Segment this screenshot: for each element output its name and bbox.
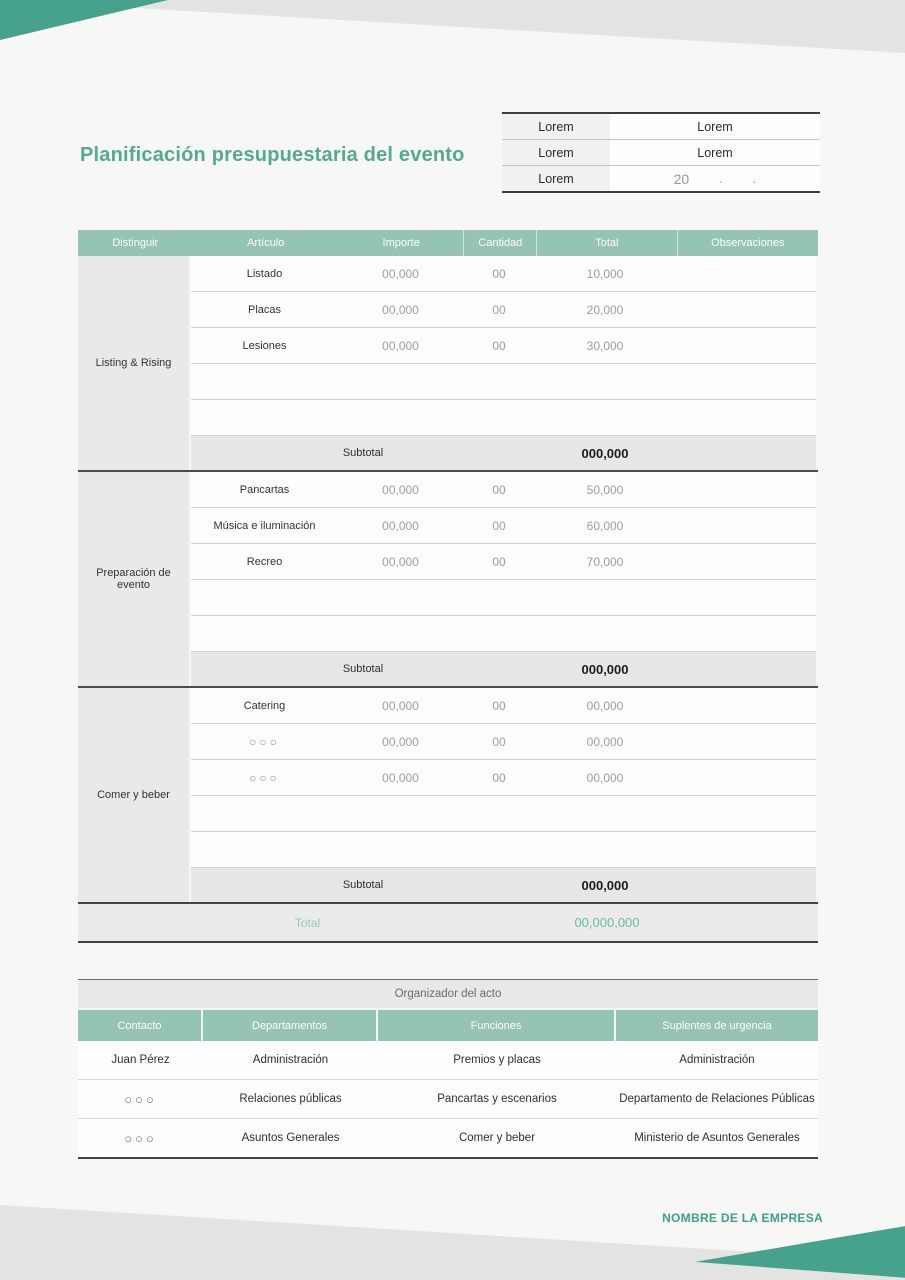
info-label: Lorem [502, 114, 610, 139]
cell-total: 00,000 [586, 734, 624, 749]
date-dot: . [752, 171, 757, 186]
cell-importe: 00,000 [382, 518, 419, 533]
cell-total [535, 796, 675, 831]
cell-departamentos: Asuntos Generales [241, 1132, 340, 1144]
cell-total: 20,000 [586, 302, 624, 317]
subtotal-value: 000,000 [581, 877, 629, 893]
table-row [191, 688, 816, 724]
cell-cantidad: 00 [492, 518, 506, 533]
cell-importe: 00,000 [382, 554, 419, 569]
group-rows [191, 472, 816, 686]
cell-total [535, 580, 675, 615]
table-row [191, 472, 816, 508]
cell-contacto: Juan Pérez [111, 1054, 170, 1066]
cell-cantidad [463, 832, 535, 867]
subtotal-value: 000,000 [581, 445, 629, 461]
table-row [191, 724, 816, 760]
cell-cantidad: 00 [492, 698, 506, 713]
header-suplentes: Suplentes de urgencia [662, 1019, 772, 1032]
cell-observaciones [675, 760, 816, 795]
table-row-empty [191, 616, 816, 652]
organizer-table-header [78, 1010, 818, 1041]
cell-articulo: Placas [247, 303, 282, 316]
cell-cantidad: 00 [492, 770, 506, 785]
cell-articulo: Catering [243, 699, 286, 712]
cell-observaciones [675, 292, 816, 327]
info-value: Lorem [610, 140, 820, 165]
cell-articulo-placeholder-circles: ○○○ [249, 734, 280, 749]
info-table [502, 112, 820, 193]
cell-articulo [191, 832, 338, 867]
header-cantidad: Cantidad [464, 230, 537, 256]
header-departamentos: Departamentos [203, 1010, 378, 1041]
cell-articulo [191, 580, 338, 615]
subtotal-row [191, 436, 816, 470]
date-dot: . [719, 171, 723, 186]
info-row [502, 140, 820, 166]
cell-observaciones [675, 544, 816, 579]
cell-cantidad [463, 616, 535, 651]
subtotal-value: 000,000 [581, 661, 629, 677]
cell-importe: 00,000 [382, 698, 419, 713]
cell-suplentes: Ministerio de Asuntos Generales [634, 1132, 800, 1144]
budget-table [78, 230, 818, 943]
cell-cantidad: 00 [492, 302, 506, 317]
cell-cantidad [463, 400, 535, 435]
info-row [502, 114, 820, 140]
cell-total: 60,000 [586, 518, 624, 533]
cell-articulo: Listado [246, 267, 283, 280]
cell-importe: 00,000 [382, 482, 419, 497]
cell-total: 30,000 [586, 338, 624, 353]
cell-cantidad: 00 [492, 554, 506, 569]
cell-cantidad: 00 [492, 338, 506, 353]
cell-cantidad: 00 [492, 266, 506, 281]
cell-observaciones [675, 580, 816, 615]
cell-observaciones [675, 724, 816, 759]
grand-total-label: Total [294, 915, 321, 930]
table-row [191, 760, 816, 796]
budget-table-header [78, 230, 818, 256]
cell-observaciones [675, 364, 816, 399]
cell-cantidad [463, 796, 535, 831]
header-funciones: Funciones [378, 1010, 616, 1041]
cell-cantidad [463, 580, 535, 615]
cell-articulo [191, 400, 338, 435]
cell-observaciones [675, 616, 816, 651]
cell-departamentos: Administración [252, 1054, 329, 1066]
cell-importe [338, 616, 463, 651]
cell-importe [338, 364, 463, 399]
cell-total: 50,000 [586, 482, 624, 497]
grand-total-row [78, 902, 818, 943]
cell-importe: 00,000 [382, 338, 419, 353]
header-total: Total [537, 230, 677, 256]
header-articulo: Artículo [247, 237, 285, 249]
table-row [191, 256, 816, 292]
cell-funciones: Pancartas y escenarios [437, 1093, 557, 1105]
subtotal-label: Subtotal [342, 663, 384, 675]
info-value: Lorem [610, 114, 820, 139]
cell-articulo: Recreo [246, 555, 283, 568]
cell-observaciones [675, 256, 816, 291]
organizer-table-title: Organizador del acto [78, 980, 818, 1010]
cell-total [535, 364, 675, 399]
top-gray-band [0, 0, 905, 53]
subtotal-row [191, 868, 816, 902]
table-row [191, 328, 816, 364]
cell-articulo-placeholder-circles: ○○○ [249, 770, 280, 785]
cell-total [535, 832, 675, 867]
organizer-row [78, 1119, 818, 1159]
budget-group-comer-beber [78, 686, 818, 902]
cell-cantidad [463, 364, 535, 399]
cell-observaciones [675, 688, 816, 723]
table-row-empty [191, 400, 816, 436]
cell-total: 00,000 [586, 698, 624, 713]
cell-cantidad: 00 [492, 482, 506, 497]
cell-total: 10,000 [586, 266, 624, 281]
table-row [191, 544, 816, 580]
cell-suplentes: Administración [679, 1054, 755, 1066]
cell-articulo [191, 796, 338, 831]
header-observaciones: Observaciones [711, 237, 785, 249]
cell-contacto-placeholder-circles: ○○○ [124, 1091, 157, 1107]
subtotal-row [191, 652, 816, 686]
info-date-value [610, 166, 820, 191]
cell-importe: 00,000 [382, 266, 419, 281]
cell-articulo: Música e iluminación [213, 519, 316, 532]
group-label: Listing & Rising [78, 256, 191, 470]
cell-observaciones [675, 400, 816, 435]
cell-total: 00,000 [586, 770, 624, 785]
cell-total [535, 616, 675, 651]
organizer-row [78, 1080, 818, 1119]
grand-total-value: 00,000,000 [574, 915, 640, 930]
cell-importe [338, 832, 463, 867]
company-name: NOMBRE DE LA EMPRESA [662, 1211, 823, 1225]
table-row [191, 292, 816, 328]
subtotal-label: Subtotal [342, 879, 384, 891]
cell-observaciones [675, 328, 816, 363]
table-row-empty [191, 580, 816, 616]
cell-importe: 00,000 [382, 770, 419, 785]
cell-total [535, 400, 675, 435]
organizer-table [78, 979, 818, 1159]
cell-observaciones [675, 796, 816, 831]
header-distinguir: Distinguir [112, 237, 159, 249]
info-label: Lorem [502, 140, 610, 165]
page-title: Planificación presupuestaria del evento [80, 144, 465, 166]
cell-observaciones [675, 832, 816, 867]
cell-articulo [191, 616, 338, 651]
cell-observaciones [675, 508, 816, 543]
cell-importe [338, 400, 463, 435]
cell-contacto-placeholder-circles: ○○○ [124, 1130, 157, 1146]
table-row [191, 508, 816, 544]
info-row [502, 166, 820, 191]
cell-funciones: Comer y beber [458, 1132, 536, 1144]
header-contacto: Contacto [78, 1010, 203, 1041]
cell-articulo [191, 364, 338, 399]
cell-importe: 00,000 [382, 302, 419, 317]
group-rows [191, 256, 816, 470]
cell-articulo: Lesiones [242, 339, 287, 352]
organizer-row [78, 1041, 818, 1080]
cell-importe: 00,000 [382, 734, 419, 749]
cell-articulo: Pancartas [239, 483, 290, 496]
budget-group-listing-rising [78, 256, 818, 470]
cell-cantidad: 00 [492, 734, 506, 749]
cell-suplentes: Departamento de Relaciones Públicas [619, 1093, 815, 1105]
budget-group-preparacion [78, 470, 818, 686]
group-rows [191, 688, 816, 902]
header-importe: Importe [339, 230, 465, 256]
cell-observaciones [675, 472, 816, 507]
cell-importe [338, 796, 463, 831]
group-label: Comer y beber [78, 688, 191, 902]
year-prefix: 20 [673, 170, 690, 187]
subtotal-label: Subtotal [342, 447, 384, 459]
cell-departamentos: Relaciones públicas [239, 1093, 342, 1105]
cell-funciones: Premios y placas [453, 1054, 541, 1066]
info-label: Lorem [502, 166, 610, 191]
table-row-empty [191, 796, 816, 832]
table-row-empty [191, 364, 816, 400]
cell-total: 70,000 [586, 554, 624, 569]
table-row-empty [191, 832, 816, 868]
cell-importe [338, 580, 463, 615]
group-label: Preparación de evento [78, 472, 191, 686]
